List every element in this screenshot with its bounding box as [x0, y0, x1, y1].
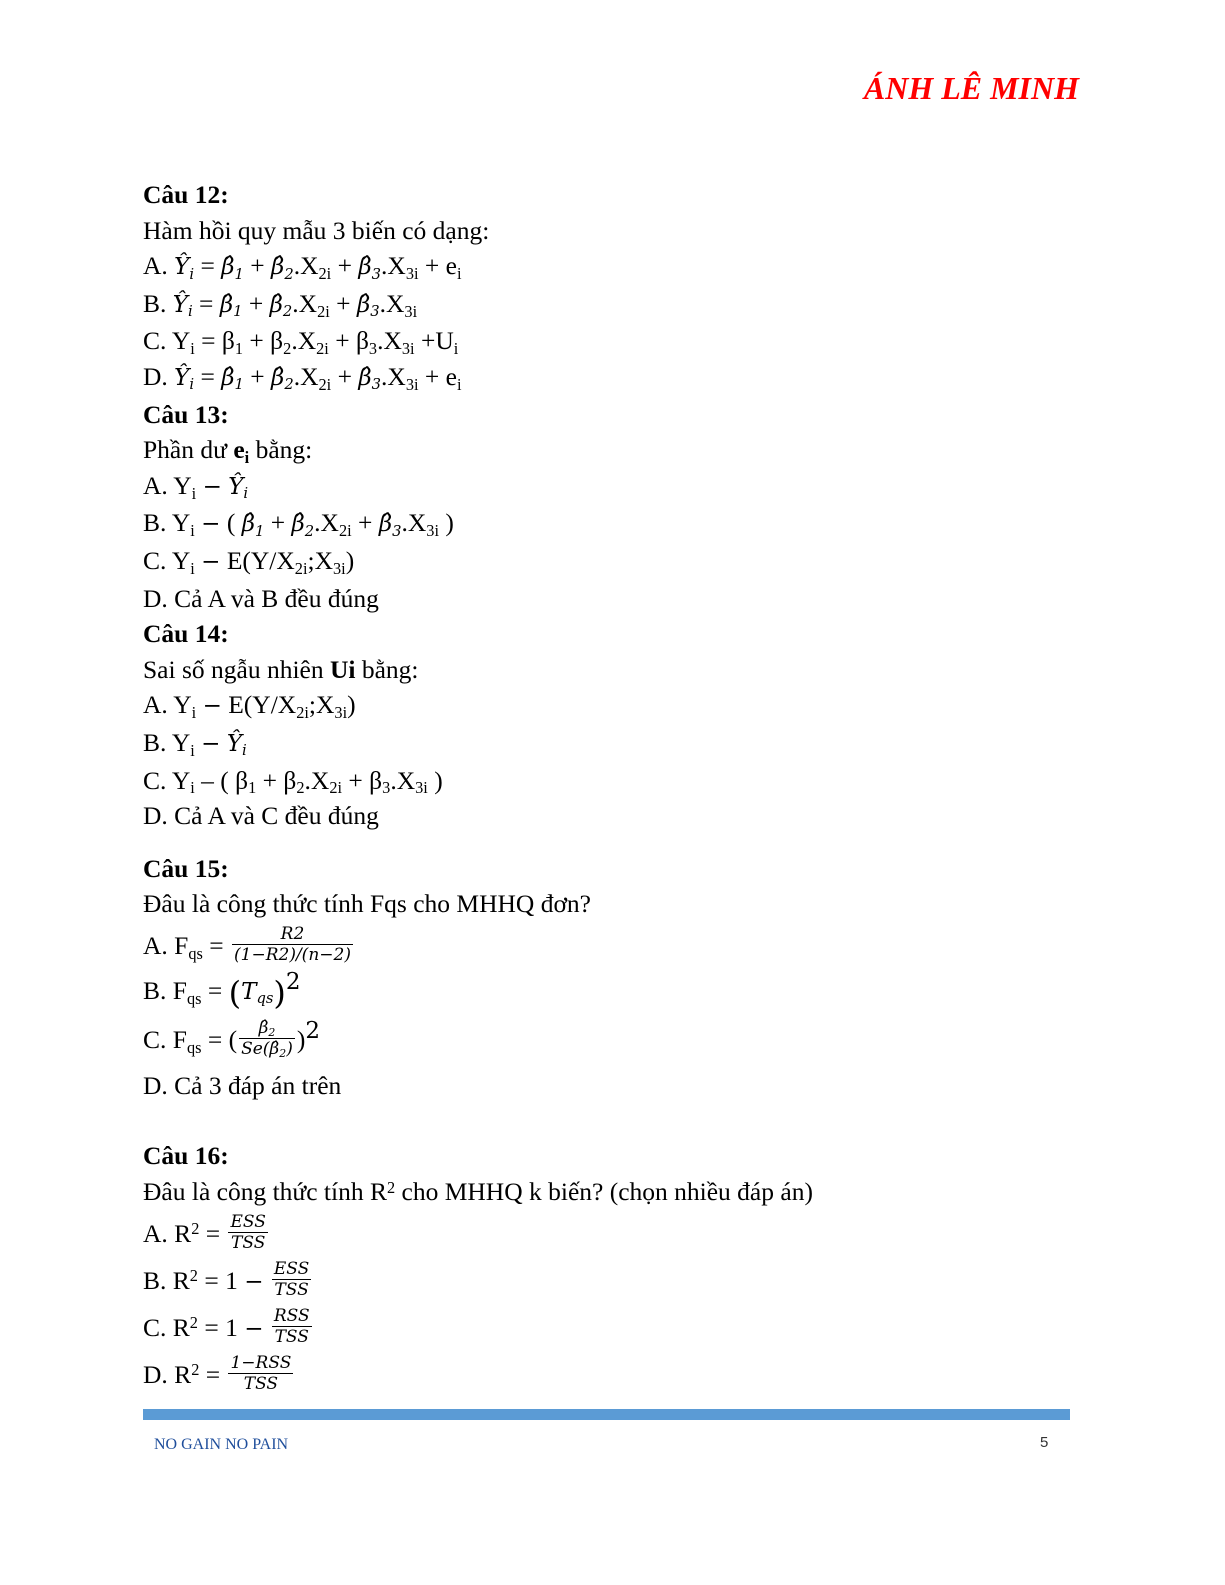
q13-option-d: D. Cả A và B đều đúng	[143, 583, 379, 613]
q12-option-c: C. $Y_i = \beta_1 + \beta_2.X_{2i} + \beta_3.X_{3i} +U_i$	[143, 326, 459, 359]
q16-option-c: C. $R^2 = 1$ − $\frac{\text{RSS}}{\text{TSS}}$	[143, 1305, 310, 1347]
fraction: $\frac{\text{RSS}}{\text{TSS}}$	[273, 1305, 310, 1347]
q13-option-a: A. $Y_i$ − $Ŷ_i$	[143, 470, 249, 503]
q15-option-d: D. Cả 3 đáp án trên	[143, 1070, 342, 1100]
fraction: $\frac{\betâ_2}{Se(\betâ_2)}$	[241, 1018, 293, 1061]
q15-title: Câu 15:	[143, 853, 229, 883]
q15-option-a: A. $F_{qs}$ = $\frac{R2}{(1-R2)/(n-2)}$	[143, 924, 351, 966]
q15-option-c: C. $F_{qs}$ = ( $\frac{\betâ_2}{Se(\betâ_2)}$ )$^2$	[143, 1017, 320, 1061]
q14-option-c: C. $Y_i$ – ( $\beta_1 + \beta_2.X_{2i} + \beta_3.X_{3i}$ )	[143, 765, 443, 798]
q12-title: Câu 12:	[143, 180, 229, 209]
q14-title: Câu 14:	[143, 619, 229, 649]
q12-prompt: Hàm hồi quy mẫu 3 biến có dạng:	[143, 215, 490, 245]
q14-option-b: B. $Y_i$ − $Ŷ_i$	[143, 727, 247, 760]
fraction: $\frac{R2}{(1-R2)/(n-2)}$	[234, 924, 351, 966]
q16-option-d: D. $R^2$ = $\frac{\text{1−RSS}}{\text{TSS}}$	[143, 1352, 292, 1394]
q13-option-c: C. $Y_i$ − $E(Y/X_{2i};X_{3i})$	[143, 545, 355, 578]
footer-divider	[143, 1409, 1070, 1420]
q16-option-a: A. $R^2$ = $\frac{\text{ESS}}{\text{TSS}}$	[143, 1211, 266, 1253]
author-header: ÁNH LÊ MINH	[863, 70, 1079, 106]
fraction: $\frac{\text{1−RSS}}{\text{TSS}}$	[230, 1352, 292, 1394]
q12-option-b: B. $Ŷ_i$ = $\betâ_1$ + $\betâ_2.X_{2i}$ + $\betâ_3.X_{3i}$	[143, 288, 418, 321]
q16-title: Câu 16:	[143, 1141, 229, 1171]
q13-title: Câu 13:	[143, 399, 229, 429]
document-body	[143, 177, 1103, 1398]
footer-slogan: NO GAIN NO PAIN	[154, 1436, 289, 1453]
q14-option-a: A. $Y_i$ − $E(Y/X_{2i};X_{3i})$	[143, 690, 356, 723]
fraction: $\frac{\text{ESS}}{\text{TSS}}$	[273, 1258, 310, 1300]
q14-option-d: D. Cả A và C đều đúng	[143, 801, 379, 831]
q12-option-a: A. $Ŷ_i$ = $\betâ_1$ + $\betâ_2.X_{2i}$ + $\betâ_3.X_{3i} + e_i$	[143, 251, 462, 284]
q16-prompt: Đâu là công thức tính $R^2$ cho MHHQ k biến? (chọn nhiều đáp án)	[143, 1177, 813, 1207]
q15-option-b: B. $F_{qs} = (T_{qs})^2$	[143, 968, 301, 1013]
q15-prompt: Đâu là công thức tính Fqs cho MHHQ đơn?	[143, 889, 591, 919]
q13-prompt: Phần dư $e_i$ bằng:	[143, 435, 313, 468]
q16-option-b: B. $R^2 = 1$ − $\frac{\text{ESS}}{\text{TSS}}$	[143, 1258, 310, 1300]
q13-option-b: B. $Y_i$ − ( $\betâ_1$ + $\betâ_2.X_{2i}$ + $\betâ_3.X_{3i}$ )	[143, 508, 454, 541]
page-number: 5	[1040, 1434, 1049, 1451]
q12-option-d: D. $Ŷ_i$ = $\betâ_1$ + $\betâ_2.X_{2i}$ + $\betâ_3.X_{3i} + e_i$	[143, 361, 462, 394]
q14-prompt: Sai số ngẫu nhiên Ui bằng:	[143, 654, 419, 684]
fraction: $\frac{\text{ESS}}{\text{TSS}}$	[230, 1211, 266, 1253]
